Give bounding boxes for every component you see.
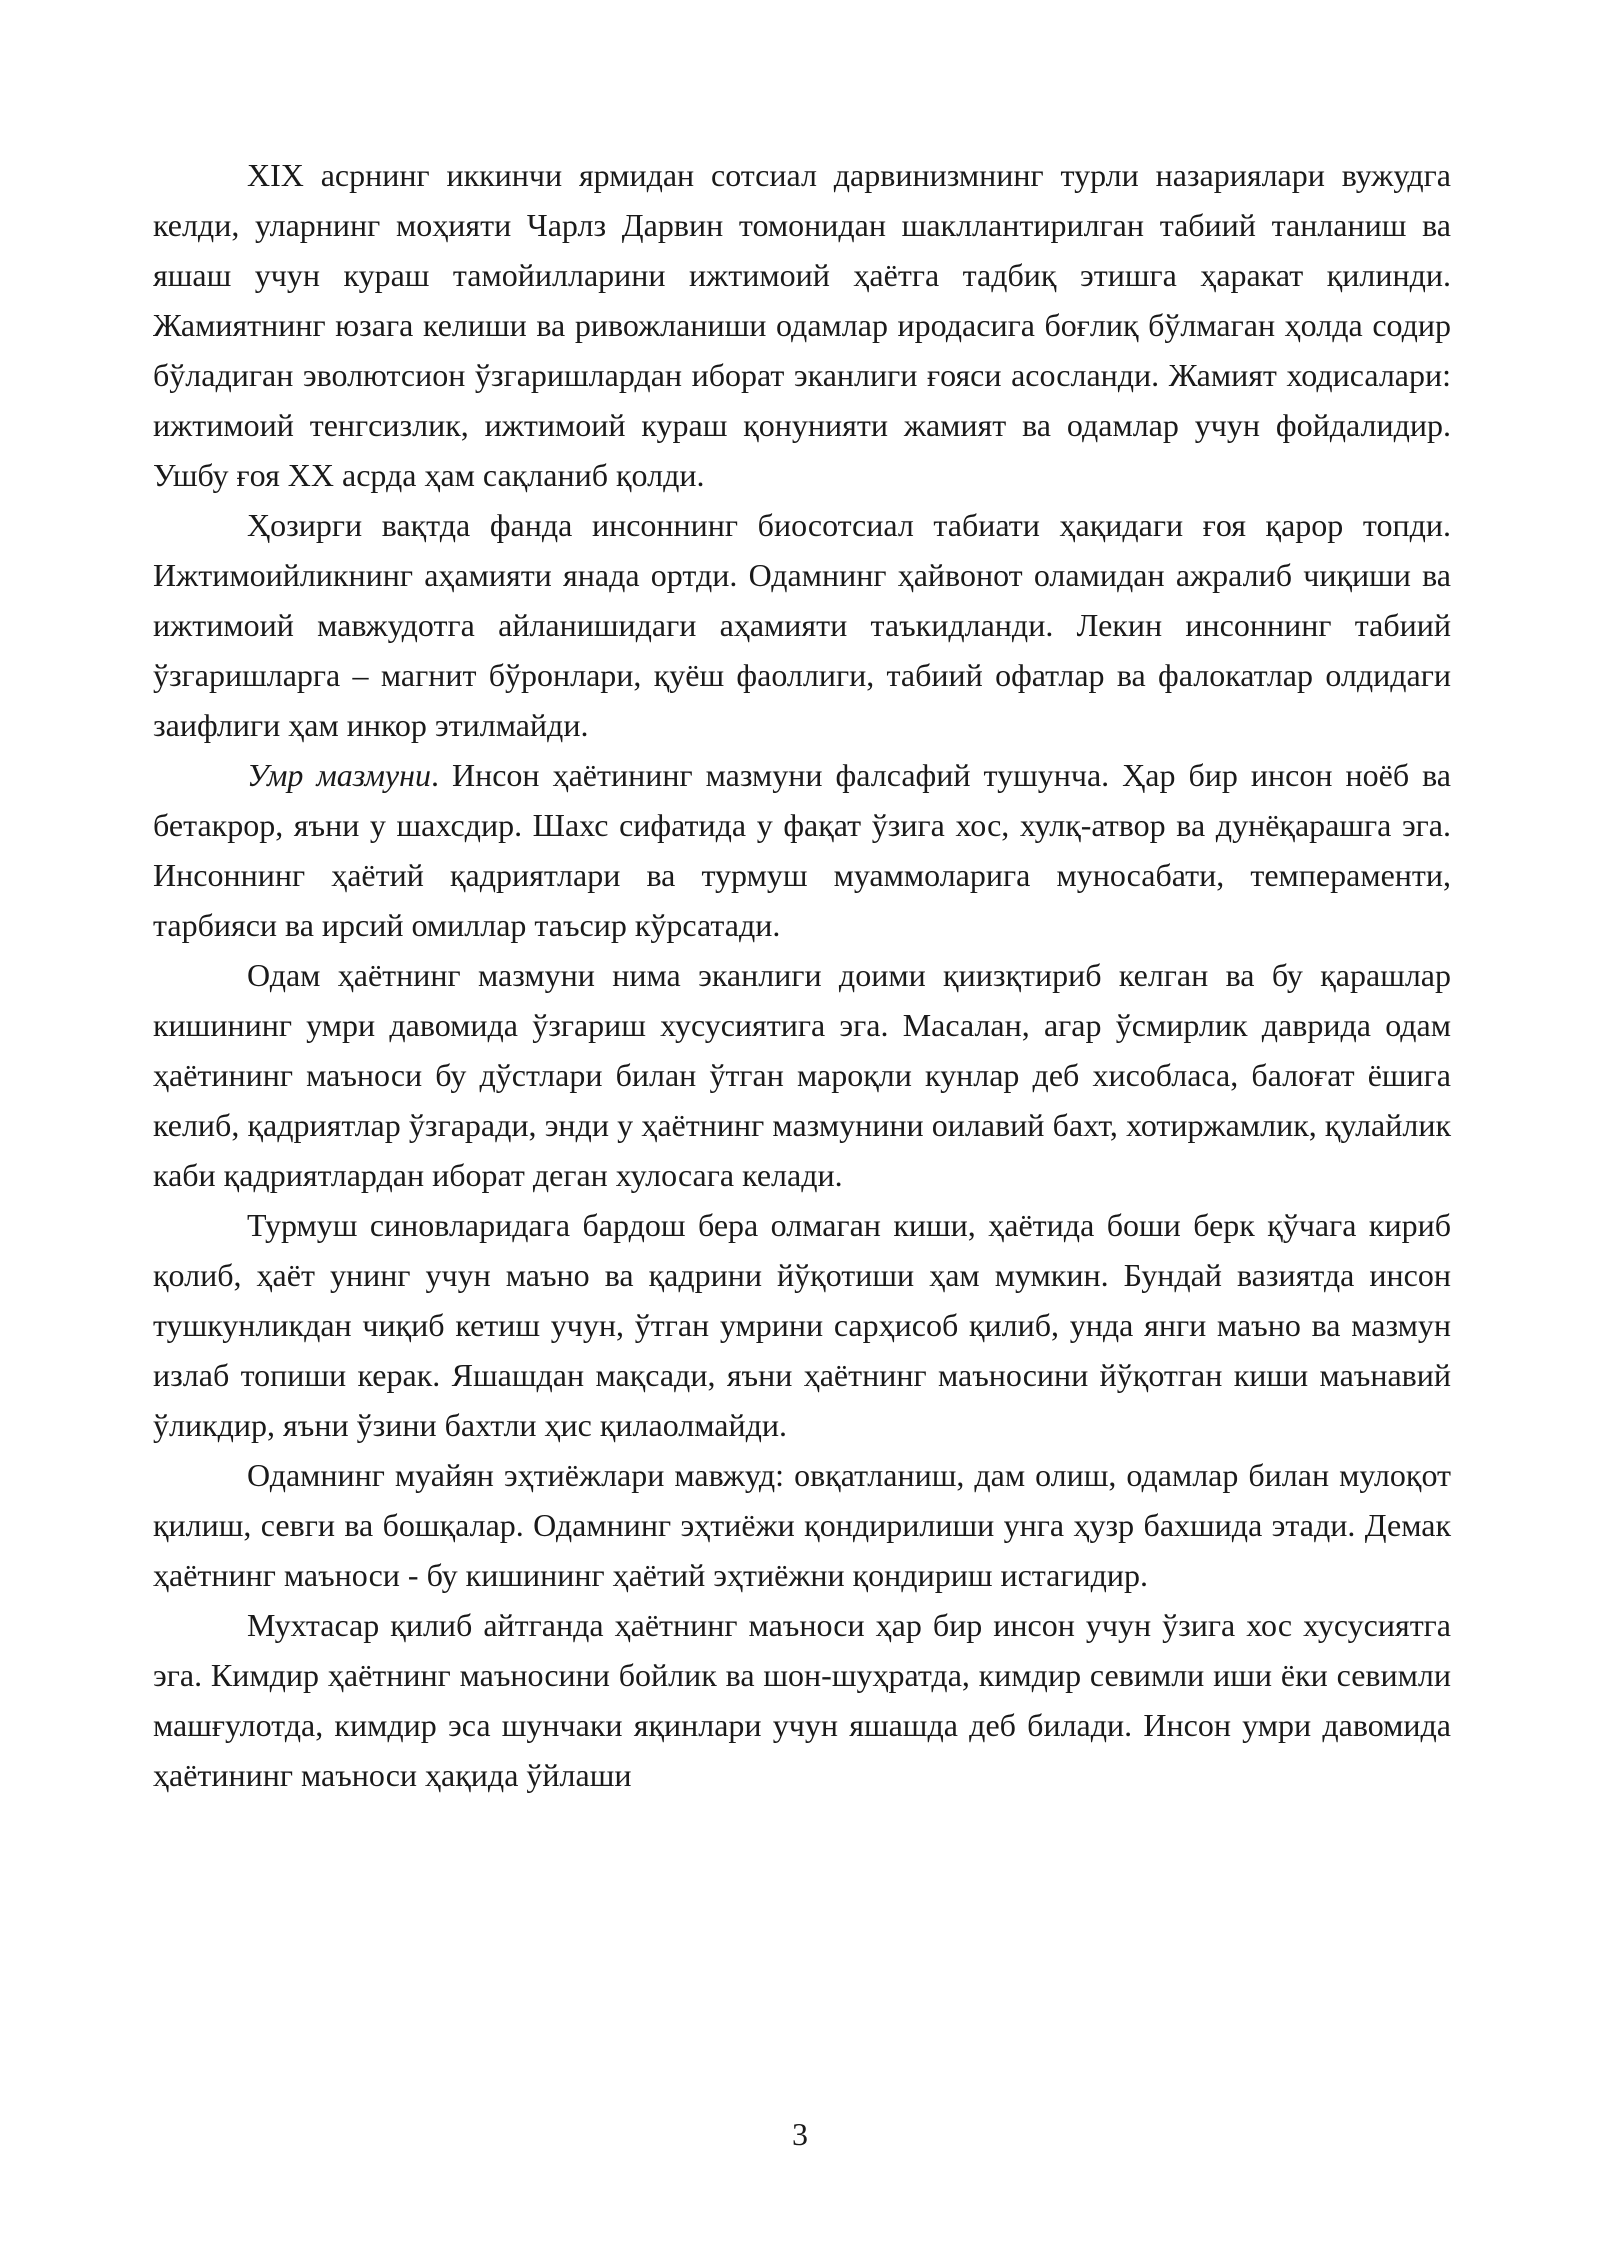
paragraph-3 [153,750,1451,950]
paragraph-2 [153,500,1451,750]
body-text [153,150,1451,1800]
paragraph-6-text: Одамнинг муайян эҳтиёжлари мавжуд: овқатланиш, дам олиш, одамлар билан мулоқот қилиш, севги ва бошқалар. Одамнинг эҳтиёжи қондирилиши унга ҳузр бахшида этади. Демак ҳаётнинг маъноси - бу кишининг ҳаётий эҳтиёжни қондириш истагидир. [153,1457,1451,1593]
paragraph-4-text: Одам ҳаётнинг мазмуни нима эканлиги доими қиизқтириб келган ва бу қарашлар кишининг умри давомида ўзгариш хусусиятига эга. Масалан, агар ўсмирлик даврида одам ҳаётининг маъноси бу дўстлари билан ўтган мароқли кунлар деб хисобласа, балоғат ёшига келиб, қадриятлар ўзгаради, энди у ҳаётнинг мазмунини оилавий бахт, хотиржамлик, қулайлик каби қадриятлардан иборат деган хулосага келади. [153,957,1451,1193]
paragraph-7 [153,1600,1451,1800]
paragraph-5 [153,1200,1451,1450]
paragraph-5-text: Турмуш синовларидага бардош бера олмаган киши, ҳаётида боши берк қўчага кириб қолиб, ҳаёт унинг учун маъно ва қадрини йўқотиши ҳам мумкин. Бундай вазиятда инсон тушкунликдан чиқиб кетиш учун, ўтган умрини сарҳисоб қилиб, унда янги маъно ва мазмун излаб топиши керак. Яшашдан мақсади, яъни ҳаётнинг маъносини йўқотган киши маънавий ўликдир, яъни ўзини бахтли ҳис қилаолмайди. [153,1207,1451,1443]
paragraph-1-text: XIX асрнинг иккинчи ярмидан сотсиал дарвинизмнинг турли назариялари вужудга келди, уларнинг моҳияти Чарлз Дарвин томонидан шакллантирилган табиий танланиш ва яшаш учун кураш тамойилларини ижтимоий ҳаётга тадбиқ этишга ҳаракат қилинди. Жамиятнинг юзага келиши ва ривожланиши одамлар иродасига боғлиқ бўлмаган ҳолда содир бўладиган эволютсион ўзгаришлардан иборат эканлиги ғояси асосланди. Жамият ходисалари: ижтимоий тенгсизлик, ижтимоий кураш қонунияти жамият ва одамлар учун фойдалидир. Ушбу ғоя XX асрда ҳам сақланиб қолди. [153,157,1451,493]
paragraph-3-italic-lead: Умр мазмуни [247,757,431,793]
paragraph-3-text: . Инсон ҳаётининг мазмуни фалсафий тушунча. Ҳар бир инсон ноёб ва бетакрор, яъни у шахсдир. Шахс сифатида у фақат ўзига хос, хулқ-атвор ва дунёқарашга эга. Инсоннинг ҳаётий қадриятлари ва турмуш муаммоларига муносабати, темпераменти, тарбияси ва ирсий омиллар таъсир кўрсатади. [153,757,1452,943]
paragraph-6 [153,1450,1451,1600]
paragraph-1 [153,150,1451,500]
paragraph-4 [153,950,1451,1200]
page-number: 3 [792,2116,808,2152]
paragraph-7-text: Мухтасар қилиб айтганда ҳаётнинг маъноси ҳар бир инсон учун ўзига хос хусусиятга эга. Кимдир ҳаётнинг маъносини бойлик ва шон-шуҳратда, кимдир севимли иши ёки севимли машғулотда, кимдир эса шунчаки яқинлари учун яшашда деб билади. Инсон умри давомида ҳаётининг маъноси ҳақида ўйлаши [153,1607,1451,1793]
paragraph-2-text: Ҳозирги вақтда фанда инсоннинг биосотсиал табиати ҳақидаги ғоя қарор топди. Ижтимоийликнинг аҳамияти янада ортди. Одамнинг ҳайвонот оламидан ажралиб чиқиши ва ижтимоий мавжудотга айланишидаги аҳамияти таъкидланди. Лекин инсоннинг табиий ўзгаришларга – магнит бўронлари, қуёш фаоллиги, табиий офатлар ва фалокатлар олдидаги заифлиги ҳам инкор этилмайди. [153,507,1451,743]
